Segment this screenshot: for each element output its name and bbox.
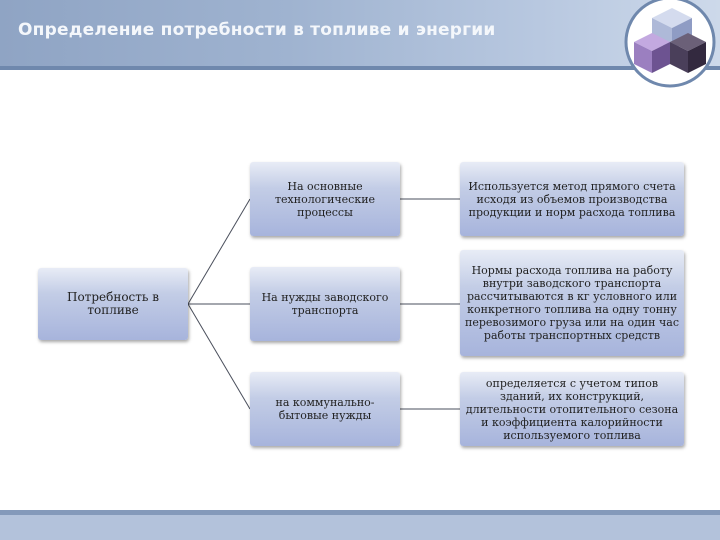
branch-node-transport: На нужды заводского транспорта — [250, 267, 400, 341]
branch-node-household: на коммунально-бытовые нужды — [250, 372, 400, 446]
slide-title: Определение потребности в топливе и энергии — [18, 20, 496, 40]
detail-node-technological: Используется метод прямого счета исходя из объемов производства продукции и норм расхода топлива — [460, 162, 684, 236]
connector-root-to-branch-3 — [188, 304, 250, 409]
detail-node-transport: Нормы расхода топлива на работу внутри заводского транспорта рассчитываются в кг условного или конкретного топлива на одну тонну перевозимого груза или на один час работы транспортных средств — [460, 250, 684, 356]
footer-divider — [0, 510, 720, 515]
branch-node-technological: На основные технологические процессы — [250, 162, 400, 236]
detail-node-household: определяется с учетом типов зданий, их конструкций, длительности отопительного сезона и коэффициента калорийности используемого топлива — [460, 372, 684, 446]
root-node: Потребность в топливе — [38, 268, 188, 340]
connector-root-to-branch-1 — [188, 199, 250, 304]
